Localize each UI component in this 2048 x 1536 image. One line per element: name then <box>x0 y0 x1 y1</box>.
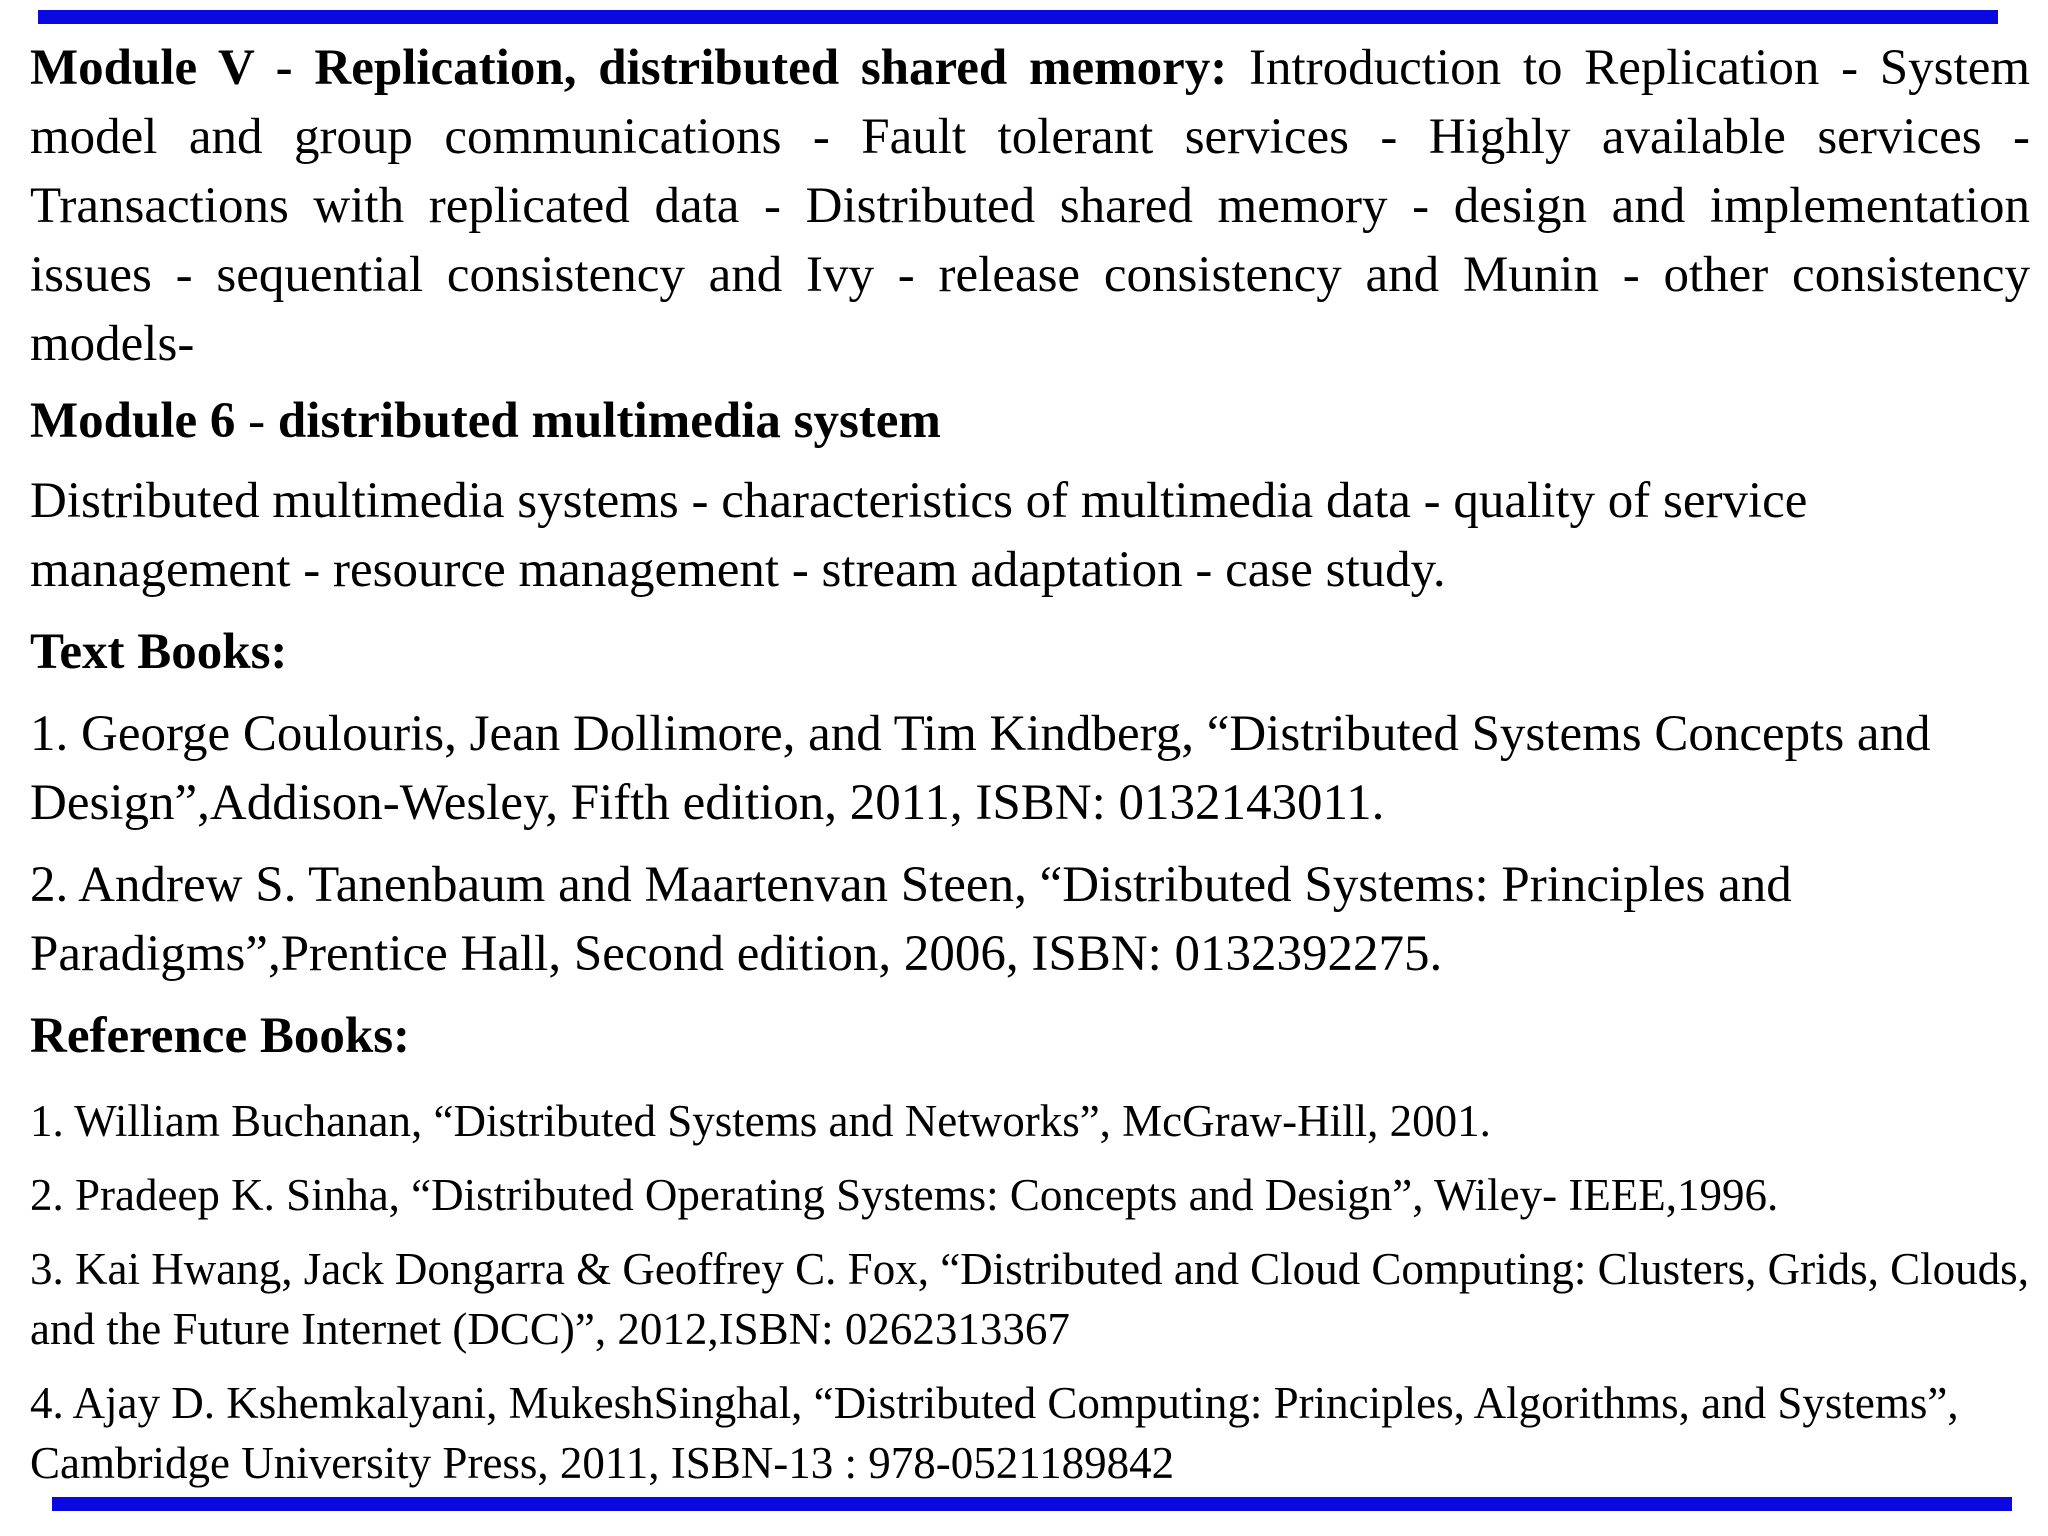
reference-books-heading: Reference Books: <box>30 1008 411 1064</box>
reference-book-item-4: 4. Ajay D. Kshemkalyani, MukeshSinghal, “Distributed Computing: Principles, Algorithms, and Systems”, Cambridge University Press, 2011, ISBN-13 : 978-0521189842 <box>30 1378 1959 1488</box>
module-5-body: Introduction to Replication - System model and group communications - Fault tolerant services - Highly available services - Transactions with replicated data - Distributed shared memory - design and implementation issues - sequential consistency and Ivy - release consistency and Munin - other consistency models- <box>30 40 2030 372</box>
top-divider <box>38 10 1998 24</box>
reference-book-item-3: 3. Kai Hwang, Jack Dongarra & Geoffrey C. Fox, “Distributed and Cloud Computing: Clusters, Grids, Clouds, and the Future Internet (DCC)”, 2012,ISBN: 0262313367 <box>30 1244 2029 1354</box>
module-6-heading-number: Module 6 <box>30 393 236 449</box>
module-6-body: Distributed multimedia systems - characteristics of multimedia data - quality of service management - resource management - stream adaptation - case study. <box>30 473 1808 598</box>
module-5-paragraph <box>30 34 2030 379</box>
reference-book-item-1: 1. William Buchanan, “Distributed Systems and Networks”, McGraw-Hill, 2001. <box>30 1096 1491 1146</box>
module-5-heading: Module V - Replication, distributed shared memory: <box>30 40 1228 96</box>
reference-book-item-2: 2. Pradeep K. Sinha, “Distributed Operating Systems: Concepts and Design”, Wiley- IEEE,1996. <box>30 1170 1779 1220</box>
text-book-item-2: 2. Andrew S. Tanenbaum and Maartenvan Steen, “Distributed Systems: Principles and Paradigms”,Prentice Hall, Second edition, 2006, ISBN: 0132392275. <box>30 857 1792 982</box>
module-6-heading-separator: - <box>235 393 278 449</box>
text-books-heading: Text Books: <box>30 624 288 680</box>
module-6-heading <box>30 387 2030 456</box>
text-book-item-1: 1. George Coulouris, Jean Dollimore, and Tim Kindberg, “Distributed Systems Concepts and Design”,Addison-Wesley, Fifth edition, 2011, ISBN: 0132143011. <box>30 706 1931 831</box>
module-6-heading-title: distributed multimedia system <box>277 393 941 449</box>
bottom-divider <box>52 1497 2012 1511</box>
syllabus-content <box>30 34 2030 1493</box>
